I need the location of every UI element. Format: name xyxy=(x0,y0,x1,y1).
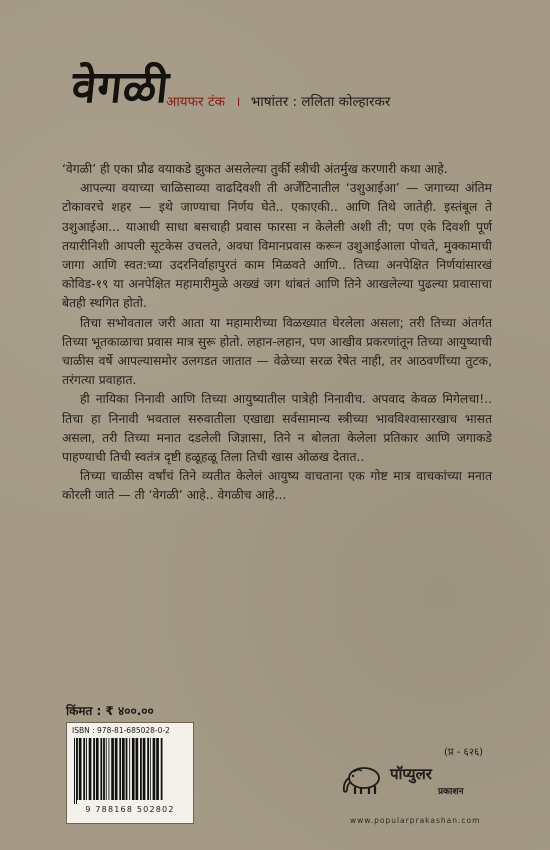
barcode-number: 9 788168 502802 xyxy=(85,805,175,814)
byline xyxy=(166,92,390,110)
isbn-text: ISBN : 978-81-685028-0-2 xyxy=(72,726,170,735)
blurb-paragraph: ‘वेगळी’ ही एका प्रौढ वयाकडे झुकत असलेल्या तुर्की स्त्रीची अंतर्मुख करणारी कथा आहे. xyxy=(62,162,448,176)
blurb-paragraph: आपल्या वयाच्या चाळिसाव्या वाढदिवशी ती अर्जेंटिनातील ‘उशुआईआ’ — जगाच्या अंतिम टोकावरचे शहर — इथे जाण्याचा निर्णय घेते.. एकाएकी.. आणि तिथे जातेही. इस्तंबूल ते उशुआईआ... याआधी साधा बसचाही प्रवास फारसा न केलेली अशी ती; पण एके दिवशी पूर्ण तयारीनिशी आपली सूटकेस उचलते, अवघा विमानप्रवास करून उशुआईआला पोचते, मुक्कामाची जागा आणि स्वत:च्या उदरनिर्वाहापुरतं काम मिळवते आणि.. तिच्या अनपेक्षित निर्णयांसारखं कोविड-१९ या अनपेक्षित महामारीमुळे अख्खं जग थांबतं आणि तिने आखलेल्या पुढल्या प्रवासाचा बेतही स्थगित होतो. xyxy=(62,181,492,311)
book-title: वेगळी xyxy=(69,62,172,113)
price-label: किंमत : ₹ ४००.०० xyxy=(66,704,154,718)
book-code: (प्र - ६२६) xyxy=(444,747,484,758)
blurb-paragraph: तिचा सभोवताल जरी आता या महामारीच्या विळख्यात घेरलेला असला; तरी तिच्या अंतर्गत तिच्या भूतकाळाचा प्रवास मात्र सुरू होतो. लहान-लहान, पण आखीव प्रकरणांतून तिच्या आयुष्याची चाळीस वर्षे आपल्यासमोर उलगडत जातात — वेळेच्या सरळ रेषेत नाही, तर आठवणींच्या तुटक, तरंगत्या प्रवाहात. xyxy=(62,315,492,388)
publisher-name: पॉप्युलर xyxy=(390,765,432,783)
barcode-icon xyxy=(72,738,188,804)
cover-header xyxy=(69,62,492,126)
isbn-barcode xyxy=(66,722,194,824)
elephant-logo-icon xyxy=(340,762,388,796)
author-name: आयफर टंक xyxy=(166,94,226,110)
translator-credit: भाषांतर : ललिता कोल्हारकर xyxy=(250,94,391,110)
publisher-subtitle: प्रकाशन xyxy=(438,787,464,797)
byline-separator: । xyxy=(235,94,241,110)
blurb-paragraph: तिच्या चाळीस वर्षांचं तिने व्यतीत केलेलं आयुष्य वाचताना एक गोष्ट मात्र वाचकांच्या मनात कोरली जाते — ती ‘वेगळी’ आहे.. वेगळीच आहे... xyxy=(62,469,492,503)
blurb-paragraph: ही नायिका निनावी आणि तिच्या आयुष्यातील पात्रेही निनावीच. अपवाद केवळ मिगेलचा!.. तिचा हा निनावी भवताल सरुवातीला एखाद्या सर्वसामान्य स्त्रीच्या भावविश्वासारखाच भासत असला, तरी तिच्या मनात दडलेली जिज्ञासा, तिने न बोलता केलेला प्रतिकार आणि जगाकडे पाहण्याची तिची स्वतंत्र दृष्टी हळूहळू तिला तिची खास ओळख देतात.. xyxy=(62,392,492,465)
publisher-url: www.popularprakashan.com xyxy=(350,816,481,825)
blurb-text xyxy=(62,160,492,506)
